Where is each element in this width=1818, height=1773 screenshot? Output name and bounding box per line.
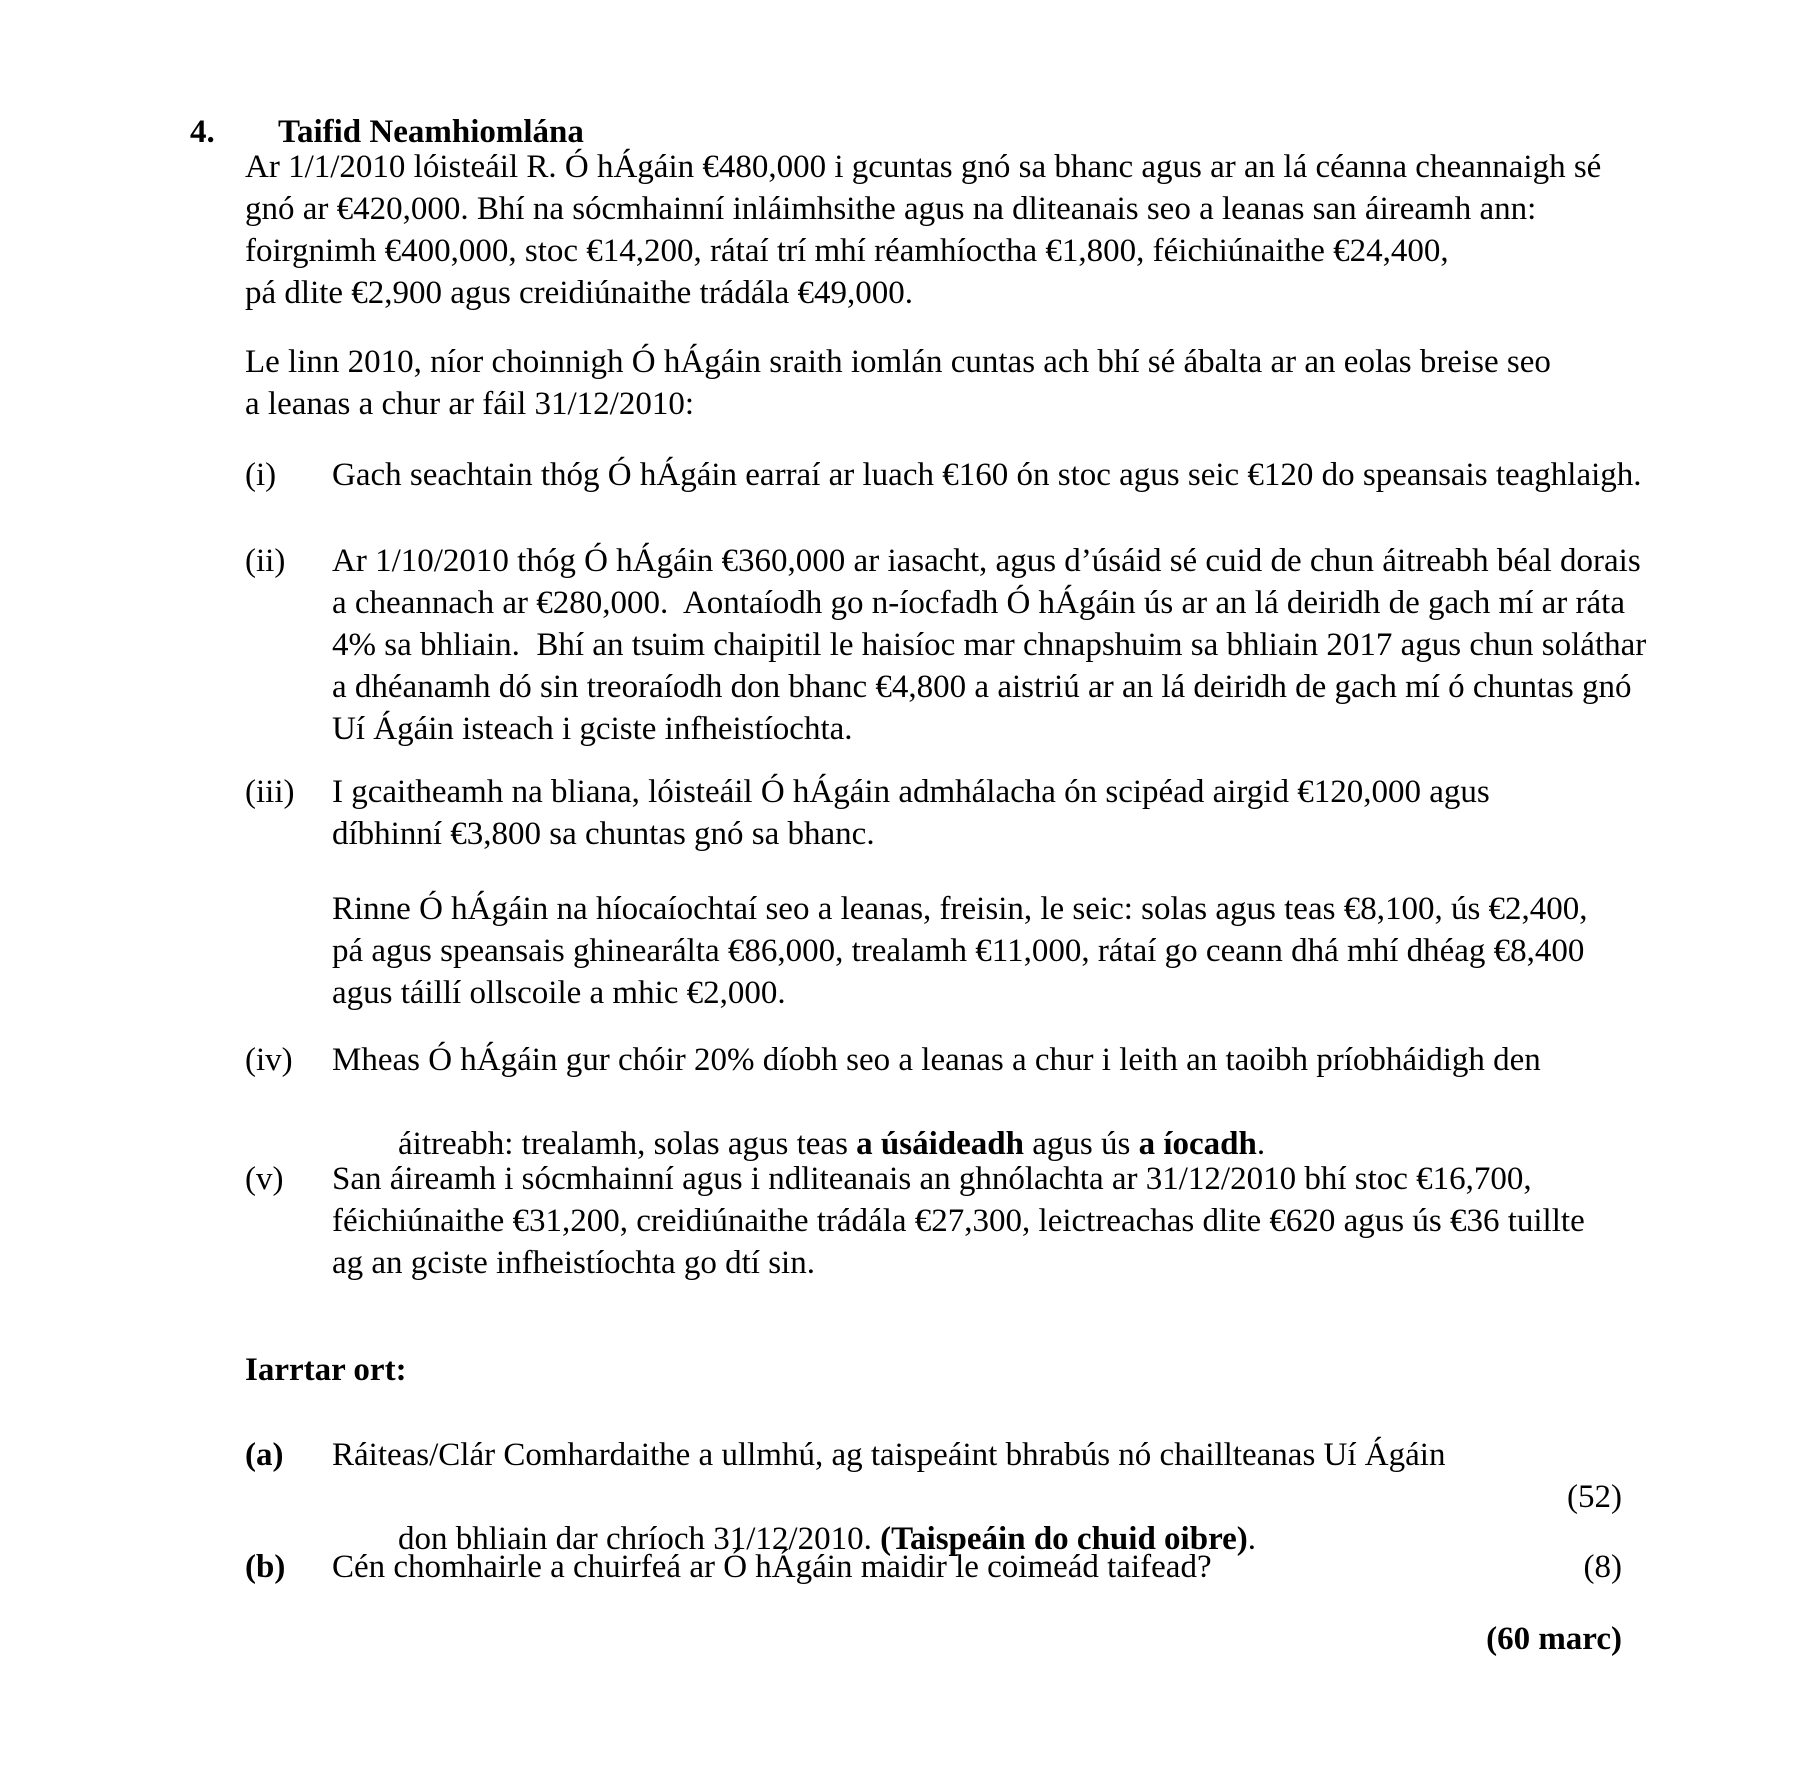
text-line: Iarrtar ort: [245, 1352, 407, 1388]
text-line: agus táillí ollscoile a mhic €2,000. [332, 975, 786, 1011]
bold-text-segment: a íocadh [1138, 1126, 1257, 1162]
item-label: (iii) [245, 774, 295, 810]
text-line: Gach seachtain thóg Ó hÁgáin earraí ar luach €160 ón stoc agus seic €120 do speansais teaghlaigh. [332, 457, 1642, 493]
total-marks: (60 marc) [1486, 1621, 1622, 1657]
text-line: San áireamh i sócmhainní agus i ndliteanais an ghnólachta ar 31/12/2010 bhí stoc €16,700, [332, 1161, 1532, 1197]
item-label: (iv) [245, 1042, 293, 1078]
list-item-v [0, 1158, 1818, 1284]
text-line: 4% sa bhliain. Bhí an tsuim chaipitil le haisíoc mar chnapshuim sa bhliain 2017 agus chun soláthar [332, 627, 1647, 663]
text-line: Cén chomhairle a chuirfeá ar Ó hÁgáin maidir le coimeád taifead? [332, 1549, 1212, 1585]
bold-text-segment: (Taispeáin do chuid oibre) [880, 1521, 1248, 1557]
text-line: Rinne Ó hÁgáin na híocaíochtaí seo a leanas, freisin, le seic: solas agus teas €8,100, ús €2,400, [332, 891, 1588, 927]
text-line: a cheannach ar €280,000. Aontaíodh go n-íocfadh Ó hÁgáin ús ar an lá deiridh de gach mí ar ráta [332, 585, 1625, 621]
text-line: féichiúnaithe €31,200, creidiúnaithe trádála €27,300, leictreachas dlite €620 agus ús €36 tuillte [332, 1203, 1585, 1239]
item-label: (ii) [245, 543, 286, 579]
list-item-iii-continued [332, 888, 1588, 1014]
item-label: (i) [245, 457, 277, 493]
intro-paragraph-1 [245, 146, 1601, 314]
text-line: gnó ar €420,000. Bhí na sócmhainní inláimhsithe agus na dliteanais seo a leanas san áireamh ann: [245, 191, 1537, 227]
task-item-b [0, 1546, 1818, 1588]
text-segment: agus ús [1024, 1126, 1139, 1162]
intro-paragraph-2 [245, 341, 1551, 425]
question-number: 4. [190, 114, 215, 150]
marks-badge: (52) [1567, 1479, 1622, 1515]
text-line: a leanas a chur ar fáil 31/12/2010: [245, 386, 694, 422]
text-line: a dhéanamh dó sin treoraíodh don bhanc €4,800 a aistriú ar an lá deiridh de gach mí ó chuntas gnó [332, 669, 1632, 705]
text-line: pá agus speansais ghinearálta €86,000, trealamh €11,000, rátaí go ceann dhá mhí dhéag €8,400 [332, 933, 1585, 969]
text-line: Ar 1/10/2010 thóg Ó hÁgáin €360,000 ar iasacht, agus d’úsáid sé cuid de chun áitreabh béal dorais [332, 543, 1641, 579]
item-label: (v) [245, 1161, 284, 1197]
text-segment: áitreabh: trealamh, solas agus teas [398, 1126, 857, 1162]
text-line: I gcaitheamh na bliana, lóisteáil Ó hÁgáin admhálacha ón scipéad airgid €120,000 agus [332, 774, 1490, 810]
text-segment: . [1247, 1521, 1257, 1557]
item-label: (b) [245, 1549, 286, 1585]
text-line: Mheas Ó hÁgáin gur chóir 20% díobh seo a leanas a chur i leith an taoibh príobháidigh den [332, 1042, 1541, 1078]
question-title: Taifid Neamhiomlána [278, 114, 584, 150]
text-line: Le linn 2010, níor choinnigh Ó hÁgáin sraith iomlán cuntas ach bhí sé ábalta ar an eolas breise seo [245, 344, 1551, 380]
text-line: Ráiteas/Clár Comhardaithe a ullmhú, ag taispeáint bhrabús nó chaillteanas Uí Ágáin [332, 1437, 1446, 1473]
text-line: Uí Ágáin isteach i gciste infheistíochta. [332, 711, 853, 747]
item-label: (a) [245, 1437, 284, 1473]
text-line: pá dlite €2,900 agus creidiúnaithe trádála €49,000. [245, 275, 914, 311]
text-line: díbhinní €3,800 sa chuntas gnó sa bhanc. [332, 816, 875, 852]
tasks-heading [245, 1349, 407, 1391]
marks-badge: (8) [1583, 1549, 1622, 1585]
text-line: Ar 1/1/2010 lóisteáil R. Ó hÁgáin €480,000 i gcuntas gnó sa bhanc agus ar an lá céanna cheannaigh sé [245, 149, 1602, 185]
text-line: ag an gciste infheistíochta go dtí sin. [332, 1245, 815, 1281]
text-segment: . [1256, 1126, 1266, 1162]
list-item-iii [0, 771, 1818, 855]
bold-text-segment: a úsáideadh [856, 1126, 1024, 1162]
text-segment: don bhliain dar chríoch 31/12/2010. [398, 1521, 881, 1557]
list-item-ii [0, 540, 1818, 750]
list-item-i [0, 454, 1818, 496]
text-line: foirgnimh €400,000, stoc €14,200, rátaí trí mhí réamhíoctha €1,800, féichiúnaithe €24,400, [245, 233, 1449, 269]
